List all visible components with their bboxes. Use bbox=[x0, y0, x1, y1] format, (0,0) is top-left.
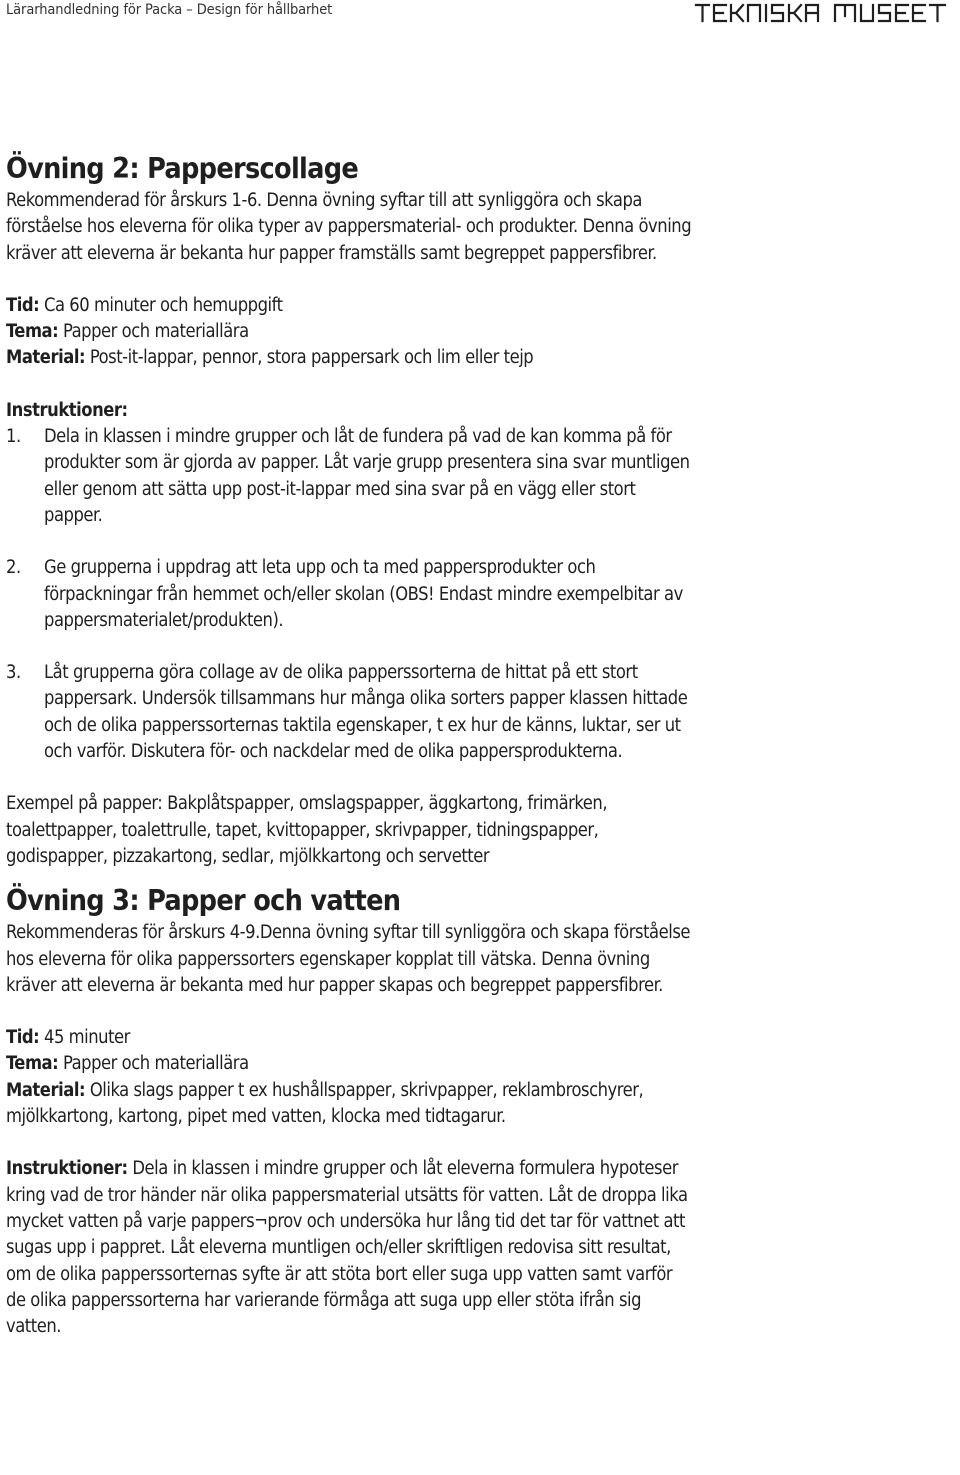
exercise-2-heading: Övning 2: Papperscollage bbox=[6, 152, 359, 185]
exercise-3-meta bbox=[6, 1025, 696, 1130]
step-number: 3. bbox=[6, 662, 21, 684]
exercise-2-section bbox=[6, 150, 696, 870]
logo-lettering-graphic bbox=[694, 2, 956, 24]
exercise-2-time bbox=[6, 293, 696, 319]
time-label: Tid: bbox=[6, 294, 40, 316]
instructions-label: Instruktioner: bbox=[6, 1158, 128, 1180]
exercise-3-section bbox=[6, 882, 696, 1340]
theme-label: Tema: bbox=[6, 321, 59, 343]
exercise-3-heading: Övning 3: Papper och vatten bbox=[6, 884, 401, 918]
exercise-3-material bbox=[6, 1078, 696, 1131]
instructions-text: Dela in klassen i mindre grupper och låt eleverna formulera hypoteser kring vad de tror händer när olika pappersmaterial utsätts för vatten. Låt de droppa lika mycket vatten på varje pappers¬prov och undersöka hur lång tid det tar för vattnet att sugas upp i pappret. Låt eleverna muntligen och/eller skriftligen redovisa sitt resultat, om de olika papperssorternas syfte är att stöta bort eller suga upp vatten samt varför de olika papperssorterna har varierande förmåga att suga upp eller stöta ifrån sig vatten. bbox=[6, 1158, 688, 1338]
running-header: Lärarhandledning för Packa – Design för hållbarhet bbox=[6, 2, 333, 18]
material-value: Olika slags papper t ex hushållspapper, skrivpapper, reklambroschyrer, mjölkkartong, kartong, pipet med vatten, klocka med tidtagarur. bbox=[6, 1079, 644, 1128]
step-text: Ge grupperna i uppdrag att leta upp och ta med pappersprodukter och förpackningar från hemmet och/eller skolan (OBS! Endast mindre exempelbitar av pappersmaterialet/produkten). bbox=[44, 557, 683, 631]
time-value: 45 minuter bbox=[39, 1027, 130, 1049]
exercise-3-theme bbox=[6, 1051, 696, 1077]
step-text: Låt grupperna göra collage av de olika papperssorterna de hittat på ett stort pappersark. Undersök tillsammans hur många olika sorters papper klassen hittade och de olika papperssorternas taktila egenskaper, t ex hur de känns, luktar, ser ut och varför. Diskutera för- och nackdelar med de olika pappersprodukterna. bbox=[44, 662, 688, 763]
exercise-2-steps bbox=[6, 424, 696, 765]
tekniska-museet-logo bbox=[694, 2, 956, 24]
exercise-3-time bbox=[6, 1025, 696, 1051]
step-item bbox=[6, 660, 696, 765]
material-label: Material: bbox=[6, 1079, 86, 1101]
main-content bbox=[6, 150, 696, 1340]
material-label: Material: bbox=[6, 347, 86, 369]
exercise-2-material bbox=[6, 345, 696, 371]
exercise-2-meta bbox=[6, 293, 696, 372]
step-item bbox=[6, 555, 696, 634]
exercise-2-theme bbox=[6, 319, 696, 345]
exercise-2-instructions-label: Instruktioner: bbox=[6, 399, 128, 421]
exercise-3-intro: Rekommenderas för årskurs 4-9.Denna övning syftar till synliggöra och skapa förståelse hos eleverna för olika papperssorters egenskaper kopplat till vätska. Denna övning kräver att eleverna är bekanta med hur papper skapas och begreppet pappersfibrer. bbox=[6, 922, 691, 996]
theme-label: Tema: bbox=[6, 1053, 59, 1075]
step-item bbox=[6, 424, 696, 529]
theme-value: Papper och materiallära bbox=[58, 1053, 249, 1075]
step-number: 1. bbox=[6, 426, 21, 448]
exercise-2-intro: Rekommenderad för årskurs 1-6. Denna övning syftar till att synliggöra och skapa förståelse hos eleverna för olika typer av pappersmaterial- och produkter. Denna övning kräver att eleverna är bekanta hur papper framställs samt begreppet pappersfibrer. bbox=[6, 190, 692, 264]
step-number: 2. bbox=[6, 557, 21, 579]
time-label: Tid: bbox=[6, 1027, 40, 1049]
step-text: Dela in klassen i mindre grupper och låt de fundera på vad de kan komma på för produkter som är gjorda av papper. Låt varje grupp presentera sina svar muntligen eller genom att sätta upp post-it-lappar med sina svar på en vägg eller stort papper. bbox=[44, 426, 690, 526]
exercise-3-instructions bbox=[6, 1156, 696, 1340]
time-value: Ca 60 minuter och hemuppgift bbox=[39, 294, 283, 316]
exercise-2-examples: Exempel på papper: Bakplåtspapper, omslagspapper, äggkartong, frimärken, toalettpapper, toalettrulle, tapet, kvittopapper, skrivpapper, tidningspapper, godispapper, pizzakartong, sedlar, mjölkkartong och servetter bbox=[6, 793, 608, 867]
theme-value: Papper och materiallära bbox=[58, 321, 249, 343]
material-value: Post-it-lappar, pennor, stora pappersark och lim eller tejp bbox=[85, 347, 534, 369]
